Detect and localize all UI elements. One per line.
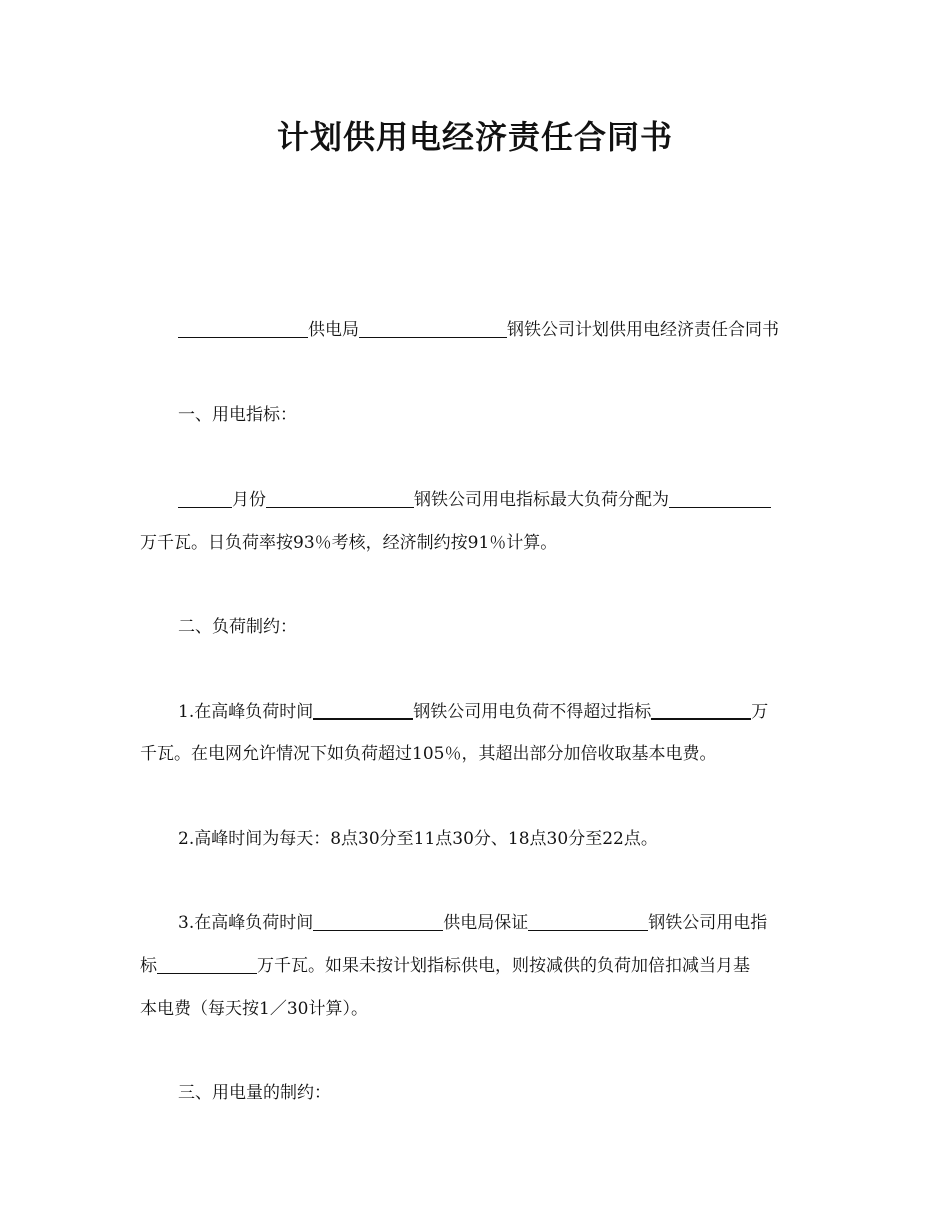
section2-item3-a: 3.在高峰负荷时间 <box>178 913 314 933</box>
section2-heading: 二、负荷制约： <box>178 617 297 637</box>
section1-line1-a: 月份 <box>232 490 266 510</box>
section1-heading: 一、用电指标： <box>178 405 297 425</box>
section2-item3-b: 供电局保证 <box>443 913 529 933</box>
section2-item1-b: 钢铁公司用电负荷不得超过指标 <box>413 702 652 722</box>
section1-line2: 万千瓦。日负荷率按93％考核，经济制约按91％计算。 <box>140 533 558 553</box>
blank-field <box>178 319 308 338</box>
section2-item3-line3: 本电费（每天按1／30计算）。 <box>140 999 368 1019</box>
blank-field <box>178 489 232 508</box>
section2-item1-line2: 千瓦。在电网允许情况下如负荷超过105％，其超出部分加倍收取基本电费。 <box>140 744 717 764</box>
section2-item1-c: 万 <box>751 702 769 722</box>
blank-field <box>651 700 751 720</box>
blank-field <box>266 489 414 508</box>
blank-field <box>313 912 443 931</box>
blank-field <box>359 319 507 338</box>
header-part2: 钢铁公司计划供用电经济责任合同书 <box>507 320 779 340</box>
section2-item3-line2 <box>140 954 810 978</box>
section2-item3-c: 钢铁公司用电指 <box>648 913 768 933</box>
blank-field <box>157 955 257 974</box>
section1-line1 <box>140 488 810 512</box>
section2-item3-line2-b: 万千瓦。如果未按计划指标供电，则按减供的负荷加倍扣减当月基 <box>257 956 750 976</box>
section2-item1-a: 1.在高峰负荷时间 <box>178 702 314 722</box>
blank-field <box>528 912 648 931</box>
document-title: 计划供用电经济责任合同书 <box>276 118 673 156</box>
section2-item3-line2-a: 标 <box>140 956 157 976</box>
section1-line1-b: 钢铁公司用电指标最大负荷分配为 <box>414 490 669 510</box>
blank-field <box>313 700 413 720</box>
section2-item3 <box>140 911 810 935</box>
header-part1: 供电局 <box>308 320 359 340</box>
section2-item1 <box>140 700 810 724</box>
blank-field <box>669 489 771 508</box>
section3-heading: 三、用电量的制约： <box>178 1083 331 1103</box>
header-line <box>140 318 810 342</box>
section2-item2: 2.高峰时间为每天：8点30分至11点30分、18点30分至22点。 <box>178 829 658 849</box>
